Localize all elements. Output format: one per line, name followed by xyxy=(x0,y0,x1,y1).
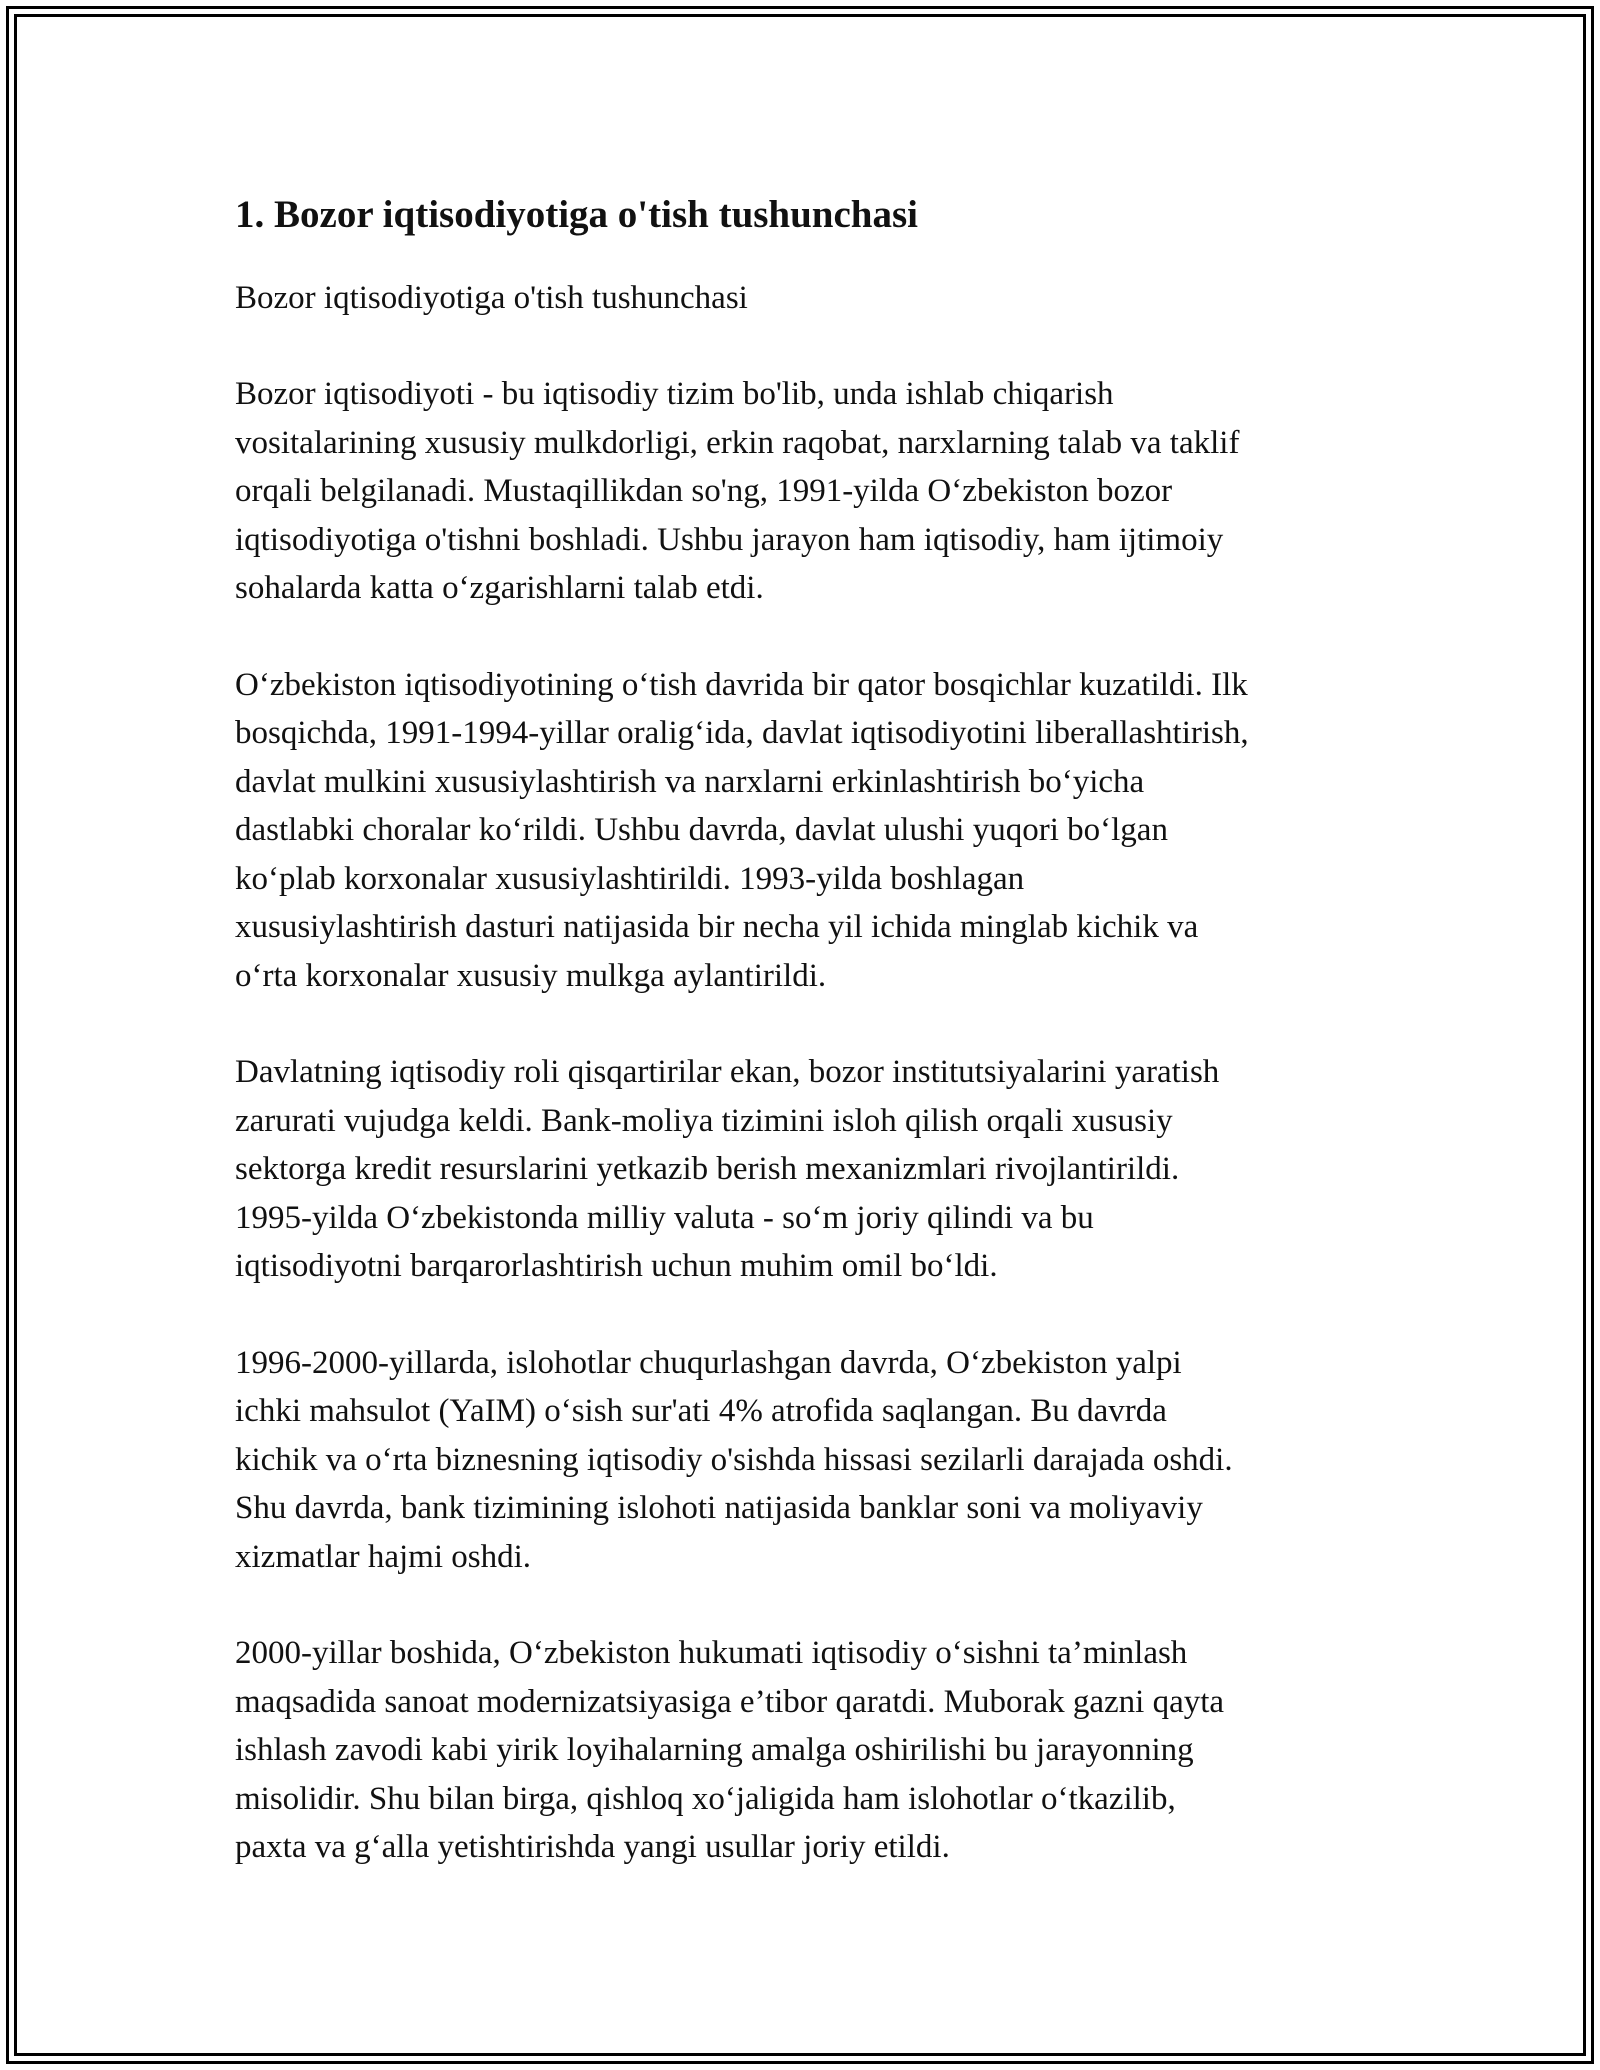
paragraph-line: iqtisodiyotiga o'tishni boshladi. Ushbu jarayon ham iqtisodiy, ham ijtimoiy xyxy=(235,521,1224,558)
paragraph-line: orqali belgilanadi. Mustaqillikdan so'ng, 1991-yilda O‘zbekiston bozor xyxy=(235,473,1173,509)
paragraphs-container xyxy=(235,370,1385,1872)
paragraph xyxy=(235,370,1385,613)
paragraph-line: ishlash zavodi kabi yirik loyihalarning amalga oshirilishi bu jarayonning xyxy=(235,1732,1194,1768)
paragraph-line: kichik va o‘rta biznesning iqtisodiy o'sishda hissasi sezilarli darajada oshdi. xyxy=(235,1441,1233,1478)
paragraph-line: o‘rta korxonalar xususiy mulkga aylantirildi. xyxy=(235,957,827,994)
document-title: 1. Bozor iqtisodiyotiga o'tish tushunchasi xyxy=(235,193,919,236)
paragraph-line: Davlatning iqtisodiy roli qisqartirilar ekan, bozor institutsiyalarini yaratish xyxy=(235,1054,1220,1090)
paragraph xyxy=(235,1339,1385,1582)
paragraph-line: ko‘plab korxonalar xususiylashtirildi. 1993-yilda boshlagan xyxy=(235,860,1025,897)
paragraph xyxy=(235,1629,1385,1872)
paragraph-line: vositalarining xususiy mulkdorligi, erkin raqobat, narxlarning talab va taklif xyxy=(235,424,1240,461)
paragraph-line: xizmatlar hajmi oshdi. xyxy=(235,1538,532,1575)
paragraph-line: dastlabki choralar ko‘rildi. Ushbu davrda, davlat ulushi yuqori bo‘lgan xyxy=(235,812,1168,848)
paragraph-line: iqtisodiyotni barqarorlashtirish uchun muhim omil bo‘ldi. xyxy=(235,1248,998,1284)
paragraph-line: paxta va g‘alla yetishtirishda yangi usullar joriy etildi. xyxy=(235,1829,950,1865)
paragraph xyxy=(235,1048,1385,1291)
paragraph-line: O‘zbekiston iqtisodiyotining o‘tish davrida bir qator bosqichlar kuzatildi. Ilk xyxy=(235,666,1248,703)
paragraph-line: maqsadida sanoat modernizatsiyasiga e’tibor qaratdi. Muborak gazni qayta xyxy=(235,1683,1225,1720)
paragraph-line: sektorga kredit resurslarini yetkazib berish mexanizmlari rivojlantirildi. xyxy=(235,1151,1180,1187)
document-body xyxy=(235,190,1385,1920)
paragraph-line: Shu davrda, bank tizimining islohoti natijasida banklar soni va moliyaviy xyxy=(235,1490,1203,1526)
paragraph-line: zarurati vujudga keldi. Bank-moliya tizimini isloh qilish orqali xususiy xyxy=(235,1102,1173,1139)
paragraph-line: sohalarda katta o‘zgarishlarni talab etdi. xyxy=(235,570,764,606)
paragraph-line: 1996-2000-yillarda, islohotlar chuqurlashgan davrda, O‘zbekiston yalpi xyxy=(235,1344,1182,1381)
paragraph-line: Bozor iqtisodiyoti - bu iqtisodiy tizim bo'lib, unda ishlab chiqarish xyxy=(235,376,1114,412)
paragraph-line: ichki mahsulot (YaIM) o‘sish sur'ati 4% atrofida saqlangan. Bu davrda xyxy=(235,1393,1167,1429)
paragraph xyxy=(235,661,1385,1001)
paragraph-line: davlat mulkini xususiylashtirish va narxlarni erkinlashtirish bo‘yicha xyxy=(235,763,1145,800)
paragraph-line: xususiylashtirish dasturi natijasida bir necha yil ichida minglab kichik va xyxy=(235,909,1199,945)
document-subtitle: Bozor iqtisodiyotiga o'tish tushunchasi xyxy=(235,280,748,316)
paragraph-line: 2000-yillar boshida, O‘zbekiston hukumati iqtisodiy o‘sishni ta’minlash xyxy=(235,1635,1188,1671)
paragraph-line: bosqichda, 1991-1994-yillar oralig‘ida, davlat iqtisodiyotini liberallashtirish, xyxy=(235,715,1249,751)
paragraph-line: misolidir. Shu bilan birga, qishloq xo‘jaligida ham islohotlar o‘tkazilib, xyxy=(235,1780,1176,1817)
paragraph-line: 1995-yilda O‘zbekistonda milliy valuta - so‘m joriy qilindi va bu xyxy=(235,1199,1094,1236)
